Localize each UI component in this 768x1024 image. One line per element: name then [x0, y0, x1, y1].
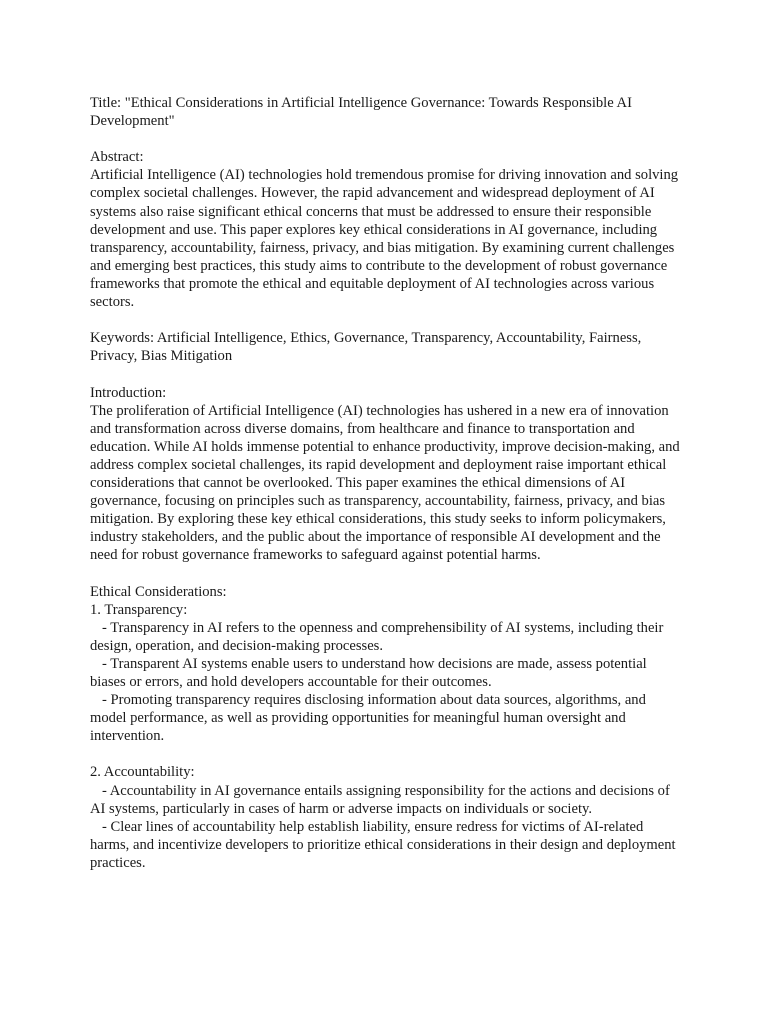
- accountability-bullet-2: [90, 818, 680, 872]
- introduction-body: The proliferation of Artificial Intelligence (AI) technologies has ushered in a new era of innovation and transformation across diverse domains, from healthcare and finance to transportation and education. While AI holds immense potential to enhance productivity, improve decision-making, and address complex societal challenges, its rapid development and deployment raise important ethical considerations that cannot be overlooked. This paper examines the ethical dimensions of AI governance, focusing on principles such as transparency, accountability, fairness, privacy, and bias mitigation. By exploring these key ethical considerations, this study seeks to inform policymakers, industry stakeholders, and the public about the importance of responsible AI development and the need for robust governance frameworks to safeguard against potential harms.: [90, 402, 680, 564]
- bullet-text: - Accountability in AI governance entails assigning responsibility for the actions and decisions of AI systems, particularly in cases of harm or adverse impacts on individuals or society.: [90, 782, 670, 817]
- document-content: [90, 94, 680, 872]
- spacer: [90, 311, 680, 329]
- section-title-transparency: 1. Transparency:: [90, 601, 188, 618]
- document-title: Title: "Ethical Considerations in Artificial Intelligence Governance: Towards Responsible AI Development": [90, 95, 632, 130]
- spacer: [90, 564, 680, 582]
- abstract-heading: Abstract:: [90, 149, 144, 166]
- bullet-text: - Transparency in AI refers to the openness and comprehensibility of AI systems, including their design, operation, and decision-making processes.: [90, 619, 664, 654]
- section-title-accountability: 2. Accountability:: [90, 764, 195, 781]
- spacer: [90, 130, 680, 148]
- keywords-line: Keywords: Artificial Intelligence, Ethics, Governance, Transparency, Accountability, Fairness, Privacy, Bias Mitigation: [90, 330, 642, 365]
- spacer: [90, 365, 680, 383]
- accountability-bullet-1: [90, 782, 680, 818]
- spacer: [90, 745, 680, 763]
- ethical-considerations-heading: Ethical Considerations:: [90, 583, 227, 600]
- abstract-body: Artificial Intelligence (AI) technologies hold tremendous promise for driving innovation and solving complex societal challenges. However, the rapid advancement and widespread deployment of AI systems also raise significant ethical concerns that must be addressed to ensure their responsible development and use. This paper explores key ethical considerations in AI governance, including transparency, accountability, fairness, privacy, and bias mitigation. By examining current challenges and emerging best practices, this study aims to contribute to the development of robust governance frameworks that promote the ethical and equitable deployment of AI technologies across various sectors.: [90, 167, 679, 311]
- transparency-bullet-3: [90, 691, 680, 745]
- bullet-text: - Clear lines of accountability help establish liability, ensure redress for victims of AI-related harms, and incentivize developers to prioritize ethical considerations in their design and deployment practices.: [90, 818, 676, 871]
- transparency-bullet-2: [90, 655, 680, 691]
- introduction-heading: Introduction:: [90, 384, 167, 401]
- bullet-text: - Promoting transparency requires disclosing information about data sources, algorithms, and model performance, as well as providing opportunities for meaningful human oversight and intervention.: [90, 692, 646, 745]
- transparency-bullet-1: [90, 619, 680, 655]
- bullet-text: - Transparent AI systems enable users to understand how decisions are made, assess potential biases or errors, and hold developers accountable for their outcomes.: [90, 655, 647, 690]
